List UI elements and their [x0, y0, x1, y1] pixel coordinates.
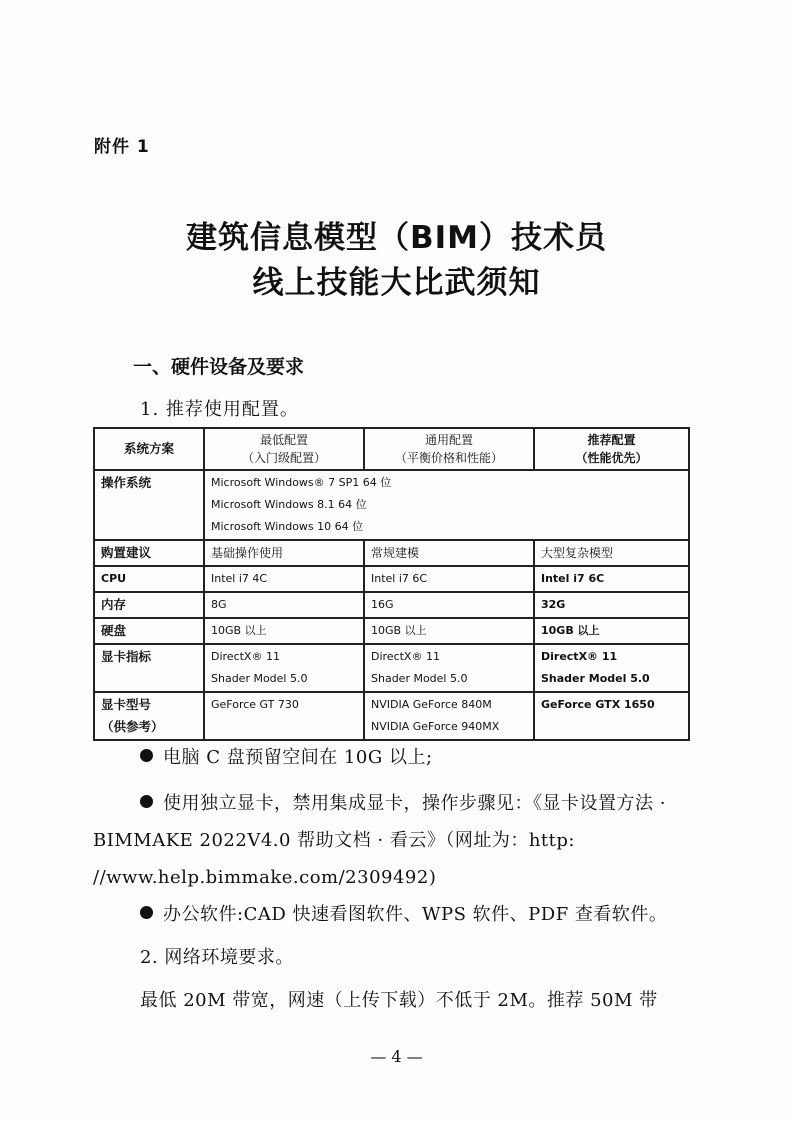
config-table [93, 427, 690, 741]
row-label-os: 操作系统 [94, 470, 204, 540]
row-label-purchase: 购置建议 [94, 540, 204, 566]
bullet-icon [140, 749, 153, 762]
header-min-config [204, 428, 364, 470]
gpu-model-label: 显卡型号 [101, 697, 152, 712]
subheading-recommended-config: 1. 推荐使用配置。 [140, 399, 299, 420]
row-label-disk: 硬盘 [94, 618, 204, 644]
section-heading-hardware: 一、硬件设备及要求 [133, 356, 305, 378]
row-label-cpu: CPU [94, 566, 204, 592]
gpu-spec-min-directx: DirectX® 11 [211, 650, 280, 663]
bandwidth-paragraph: 最低 20M 带宽，网速（上传下载）不低于 2M。推荐 50M 带 [140, 990, 658, 1011]
attachment-label: 附件 1 [94, 137, 150, 157]
row-label-ram: 内存 [94, 592, 204, 618]
table-row-cpu [94, 566, 689, 592]
header-min-subtitle: （入门级配置） [241, 451, 326, 465]
gpu-spec-min-shader: Shader Model 5.0 [211, 672, 308, 685]
ram-general: 16G [364, 592, 534, 618]
header-recommended-config [534, 428, 689, 470]
cpu-min: Intel i7 4C [204, 566, 364, 592]
bullet-icon [140, 906, 153, 919]
bullet-icon [140, 795, 153, 808]
ram-recommended: 32G [534, 592, 689, 618]
header-recommended-title: 推荐配置 [587, 433, 636, 447]
table-row-os [94, 470, 689, 540]
header-recommended-subtitle: （性能优先） [575, 451, 648, 465]
page-number: — 4 — [370, 1047, 423, 1066]
os-win81: Microsoft Windows 8.1 64 位 [211, 498, 367, 511]
gpu-model-general-840m: NVIDIA GeForce 840M [371, 698, 492, 711]
table-row-gpu-spec [94, 644, 689, 692]
gpu-model-label-note: （供参考） [101, 719, 164, 734]
disk-min: 10GB 以上 [204, 618, 364, 644]
os-win7: Microsoft Windows® 7 SP1 64 位 [211, 476, 392, 489]
gpu-spec-min [204, 644, 364, 692]
bullet-discrete-gpu-text: 使用独立显卡，禁用集成显卡，操作步骤见：《显卡设置方法 · BIMMAKE 2022V4.0 帮助文档 · 看云》（网址为：http: //www.help.bimmake.com/2309492) [93, 793, 666, 888]
gpu-spec-recommended-directx: DirectX® 11 [541, 650, 618, 663]
document-title-line1: 建筑信息模型（BIM）技术员 [185, 220, 607, 256]
os-win10: Microsoft Windows 10 64 位 [211, 520, 364, 533]
table-row-ram [94, 592, 689, 618]
gpu-model-general [364, 692, 534, 740]
header-min-title: 最低配置 [259, 433, 308, 447]
gpu-model-min: GeForce GT 730 [204, 692, 364, 740]
document-title-line2: 线上技能大比武须知 [252, 265, 541, 301]
bullet-discrete-gpu [93, 785, 723, 896]
purchase-general: 常规建模 [364, 540, 534, 566]
row-label-gpu-model [94, 692, 204, 740]
bullet-disk-space [93, 740, 723, 775]
bullet-office-software [93, 897, 723, 932]
bullet-office-software-text: 办公软件:CAD 快速看图软件、WPS 软件、PDF 查看软件。 [163, 904, 668, 925]
os-list [204, 470, 689, 540]
gpu-spec-general [364, 644, 534, 692]
table-row-gpu-model [94, 692, 689, 740]
gpu-model-recommended: GeForce GTX 1650 [534, 692, 689, 740]
cpu-recommended: Intel i7 6C [534, 566, 689, 592]
purchase-min: 基础操作使用 [204, 540, 364, 566]
gpu-spec-recommended [534, 644, 689, 692]
gpu-spec-general-shader: Shader Model 5.0 [371, 672, 468, 685]
table-row-disk [94, 618, 689, 644]
header-general-subtitle: （平衡价格和性能） [394, 451, 503, 465]
table-row-purchase [94, 540, 689, 566]
bullet-disk-space-text: 电脑 C 盘预留空间在 10G 以上; [163, 747, 433, 768]
subheading-network: 2. 网络环境要求。 [140, 947, 294, 968]
header-general-title: 通用配置 [424, 433, 473, 447]
row-label-gpu-spec: 显卡指标 [94, 644, 204, 692]
disk-recommended: 10GB 以上 [534, 618, 689, 644]
ram-min: 8G [204, 592, 364, 618]
header-system-scheme: 系统方案 [94, 428, 204, 470]
gpu-spec-general-directx: DirectX® 11 [371, 650, 440, 663]
table-header-row [94, 428, 689, 470]
cpu-general: Intel i7 6C [364, 566, 534, 592]
purchase-recommended: 大型复杂模型 [534, 540, 689, 566]
gpu-model-general-940mx: NVIDIA GeForce 940MX [371, 720, 500, 733]
header-general-config [364, 428, 534, 470]
disk-general: 10GB 以上 [364, 618, 534, 644]
gpu-spec-recommended-shader: Shader Model 5.0 [541, 672, 650, 685]
